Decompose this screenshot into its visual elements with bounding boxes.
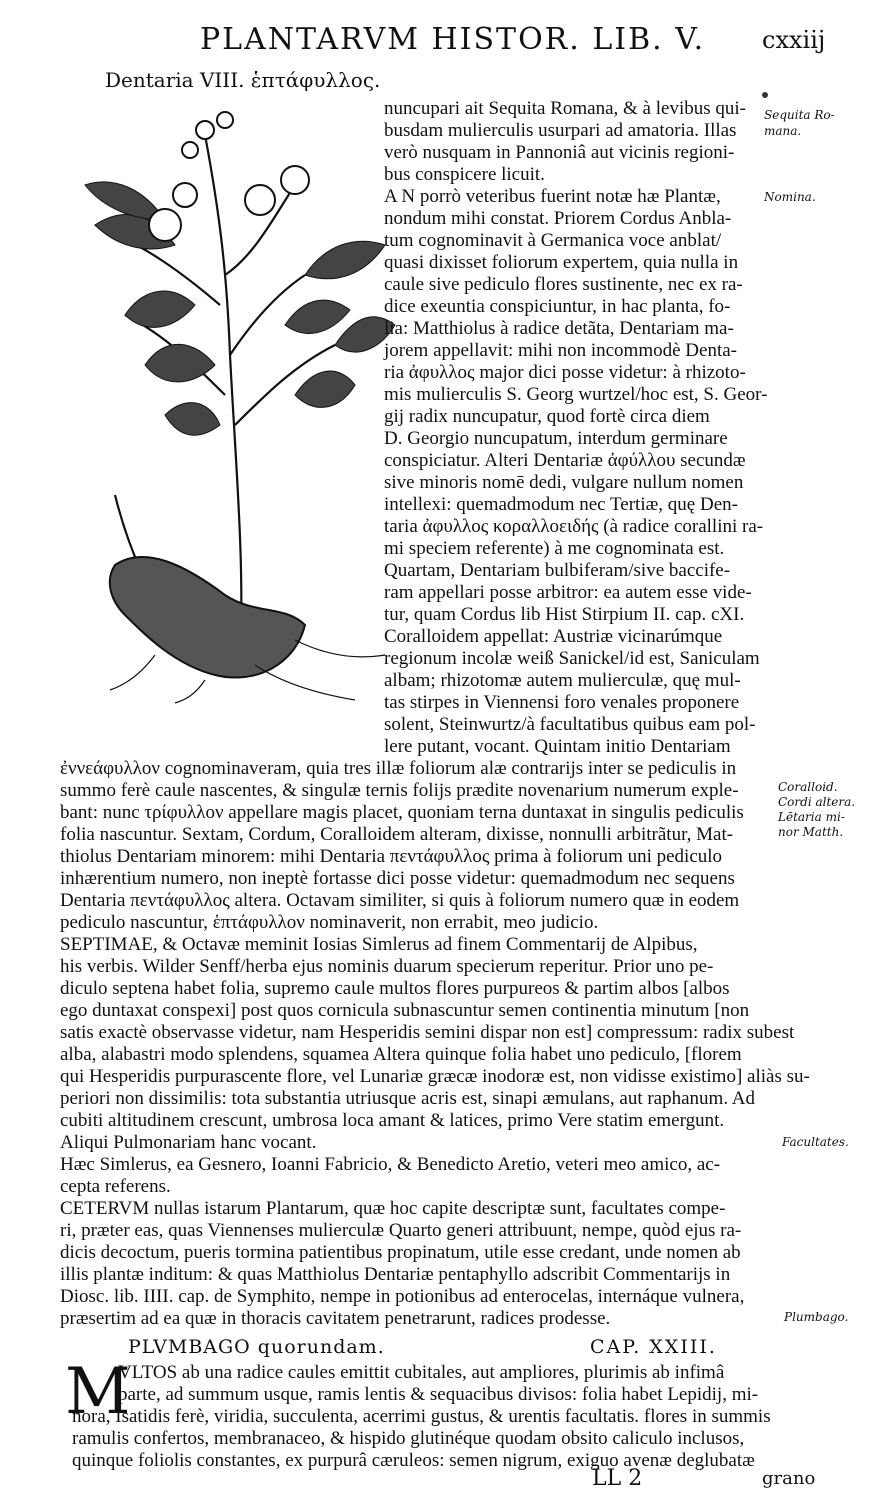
text-line: mis mulierculis S. Georg wurtzel/hoc est, S. Geor-	[384, 384, 768, 405]
text-line: Quartam, Dentariam bulbiferam/sive baccife-	[384, 560, 731, 581]
text-line: thiolus Dentariam minorem: mihi Dentaria πεντάφυλλος prima à foliorum uni pediculo	[60, 846, 723, 867]
margin-note: Nomina.	[764, 190, 816, 204]
text-line: SEPTIMAE, & Octavæ meminit Iosias Simlerus ad finem Commentarij de Alpibus,	[60, 934, 698, 955]
text-line: ri, præter eas, quas Viennenses mulierculæ Quarto generi attribuunt, nempe, quòd ejus ra-	[60, 1220, 742, 1241]
text-line: ego duntaxat conspexi] post quos cornicula subnascuntur semen continentia minutum [non	[60, 1000, 750, 1021]
rhizome-root	[110, 557, 305, 678]
text-line: jorem appellavit: mihi non incommodè Denta-	[384, 340, 737, 361]
text-line: tur, quam Cordus lib Hist Stirpium II. cap. cXI.	[384, 604, 745, 625]
main-stem	[205, 135, 241, 655]
chapter-title: PLVMBAGO quorundam.	[128, 1336, 385, 1358]
margin-note: Plumbago.	[784, 1310, 849, 1324]
flower	[245, 185, 275, 215]
flower-bud	[217, 112, 233, 128]
text-line: dicis decoctum, pueris tormina patientibus propinatum, utile esse credant, unde nomen ab	[60, 1242, 741, 1263]
margin-note: Sequita Ro-	[764, 108, 835, 122]
text-line: VLTOS ab una radice caules emittit cubitales, aut ampliores, plurimis ab infimâ	[118, 1362, 725, 1383]
text-line: sive minoris nomē dedi, vulgare nullum nomen	[384, 472, 744, 493]
flower-bud	[182, 142, 198, 158]
text-line: ram appellari posse arbitror: ea autem esse vide-	[384, 582, 752, 603]
text-line: inhærentium numero, non ineptè fortasse dici posse videtur: quemadmodum nec sequens	[60, 868, 735, 889]
text-line: mi speciem referente) à me cognominata est.	[384, 538, 725, 559]
margin-note: Cordi altera.	[778, 795, 856, 809]
text-line: folia nascuntur. Sextam, Cordum, Coralloidem alteram, dixisse, nonnulli arbitrãtur, Mat-	[60, 824, 734, 845]
signature-mark: LL 2	[592, 1466, 643, 1491]
text-line: periori non dissimilis: tota substantia utriusque acris est, sinapi æmulans, aut raphanum. Ad	[60, 1088, 755, 1109]
margin-note: nor Matth.	[778, 825, 844, 839]
text-line: gij radix nuncupatur, quod fortè circa diem	[384, 406, 710, 427]
text-line: ἐννεάφυλλον cognominaveram, quia tres illæ foliorum alæ contrarijs inter se pediculis in	[60, 758, 737, 779]
text-line: regionum incolæ weiß Sanickel/id est, Saniculam	[384, 648, 760, 669]
running-header: PLANTARVM HISTOR. LIB. V.	[200, 22, 706, 57]
drop-capital: M	[65, 1355, 131, 1429]
plant-title: Dentaria VIII. ἑπτάφυλλος.	[105, 68, 381, 92]
text-line: conspiciatur. Alteri Dentariæ ἀφύλλου secundæ	[384, 450, 746, 471]
text-line: dice exeuntia conspiciuntur, in hac planta, fo-	[384, 296, 731, 317]
flower-bud	[196, 121, 214, 139]
text-line: verò nusquam in Pannoniâ aut vicinis regioni-	[384, 142, 735, 163]
text-line: bant: nunc τρίφυλλον appellare magis placet, quoniam terna duntaxat in singulis pediculis	[60, 802, 744, 823]
leaf	[305, 241, 385, 279]
text-line: albam; rhizotomæ autem mulierculæ, quę mul-	[384, 670, 741, 691]
text-line: caule sive pediculo flores sustinente, nec ex ra-	[384, 274, 743, 295]
text-line: A N porrò veteribus fuerint notæ hæ Plantæ,	[384, 186, 721, 207]
text-line: tum cognominavit à Germanica voce anblat/	[384, 230, 722, 251]
text-line: cubiti altitudinem crescunt, umbrosa loca amant & latices, primo Vere statim emergunt.	[60, 1110, 725, 1131]
leaf	[285, 300, 350, 333]
text-line: nondum mihi constat. Priorem Cordus Anbla-	[384, 208, 732, 229]
flower	[173, 183, 197, 207]
text-line: ramulis confertos, membranaceo, & hispido glutinéque quodam obsito caliculo inclusos,	[72, 1428, 745, 1449]
text-line: Coralloidem appellat: Austriæ vicinarúmque	[384, 626, 723, 647]
text-line: D. Georgio nuncupatum, interdum germinare	[384, 428, 728, 449]
text-line: alba, alabastri modo splendens, squamea Altera quinque folia habet uno pediculo, [florem	[60, 1044, 742, 1065]
text-line: taria ἀφυλλος κοραλλοειδής (à radice corallini ra-	[384, 516, 764, 537]
text-line: nora, Isatidis ferè, viridia, succulenta, acerrimi gustus, & urentis facultatis. flores in summis	[72, 1406, 771, 1427]
text-line: Dentaria πεντάφυλλος altera. Octavam similiter, si quis à foliorum numero quæ in eodem	[60, 890, 740, 911]
leaf	[295, 371, 355, 407]
text-line: illis plantæ inditum: & quas Matthiolus Dentariæ pentaphyllo adscribit Commentarijs in	[60, 1264, 731, 1285]
margin-note: mana.	[764, 124, 802, 138]
text-line: busdam mulierculis usurpari ad amatoria. Illas	[384, 120, 737, 141]
text-line: parte, ad summum usque, ramis lentis & sequacibus divisos: folia habet Lepidij, mi-	[118, 1384, 759, 1405]
text-line: his verbis. Wilder Senff/herba ejus nominis duarum specierum reperitur. Prior uno pe-	[60, 956, 714, 977]
text-line: quinque foliolis constantes, ex purpurâ cæruleos: semen nigrum, exiguo avenæ deglubatæ	[72, 1450, 755, 1471]
text-line: ria ἀφυλλος major dici posse videtur: à rhizoto-	[384, 362, 746, 383]
text-line: pediculo nascuntur, ἑπτάφυλλον nominaverit, non errabit, meo judicio.	[60, 912, 599, 933]
chapter-number: CAP. XXIII.	[590, 1336, 717, 1358]
text-line: Hæc Simlerus, ea Gesnero, Ioanni Fabricio, & Benedicto Aretio, veteri meo amico, ac-	[60, 1154, 721, 1175]
leaf	[165, 403, 220, 436]
text-line: Aliqui Pulmonariam hanc vocant.	[60, 1132, 317, 1153]
text-line: diculo septena habet folia, supremo caule multos flores purpureos & partim albos [albos	[60, 978, 730, 999]
text-line: qui Hesperidis purpurascente flore, vel Lunariæ græcæ inodoræ est, non vidisse existimo] aliàs su-	[60, 1066, 810, 1087]
margin-note: Coralloid.	[778, 780, 838, 794]
text-line: summo ferè caule nascentes, & singulæ ternis folijs prædite novenarium numerum exple-	[60, 780, 739, 801]
text-line: tas stirpes in Viennensi foro venales proponere	[384, 692, 740, 713]
text-line: quasi dixisset foliorum expertem, quia nulla in	[384, 252, 739, 273]
text-line: solent, Steinwurtz/à facultatibus quibus eam pol-	[384, 714, 756, 735]
text-line: satis exactè observasse videtur, nam Hesperidis semini dispar non est] compressum: radix subest	[60, 1022, 795, 1043]
folio-number: cxxiij	[762, 26, 826, 54]
dentaria-woodcut-illustration	[55, 95, 400, 705]
text-line: bus conspicere licuit.	[384, 164, 545, 185]
margin-note: Lētaria mi-	[778, 810, 845, 824]
text-line: cepta referens.	[60, 1176, 171, 1197]
catchword: grano	[762, 1468, 816, 1489]
flower	[149, 209, 181, 241]
text-line: lia: Matthiolus à radice detãta, Dentariam ma-	[384, 318, 734, 339]
ink-dot	[762, 92, 768, 98]
text-line: lere putant, vocant. Quintam initio Dentariam	[384, 736, 731, 757]
text-line: præsertim ad ea quæ in thoracis cavitatem penetrarunt, radices prodesse.	[60, 1308, 611, 1329]
text-line: intellexi: quemadmodum nec Tertiæ, quę Den-	[384, 494, 738, 515]
flower	[281, 166, 309, 194]
text-line: CETERVM nullas istarum Plantarum, quæ hoc capite descriptæ sunt, facultates compe-	[60, 1198, 726, 1219]
text-line: Diosc. lib. IIII. cap. de Symphito, nempe in potionibus ad enterocelas, internáque vulnera,	[60, 1286, 745, 1307]
leaf	[125, 291, 195, 327]
margin-note: Facultates.	[782, 1135, 849, 1149]
text-line: nuncupari ait Sequita Romana, & à levibus qui-	[384, 98, 746, 119]
